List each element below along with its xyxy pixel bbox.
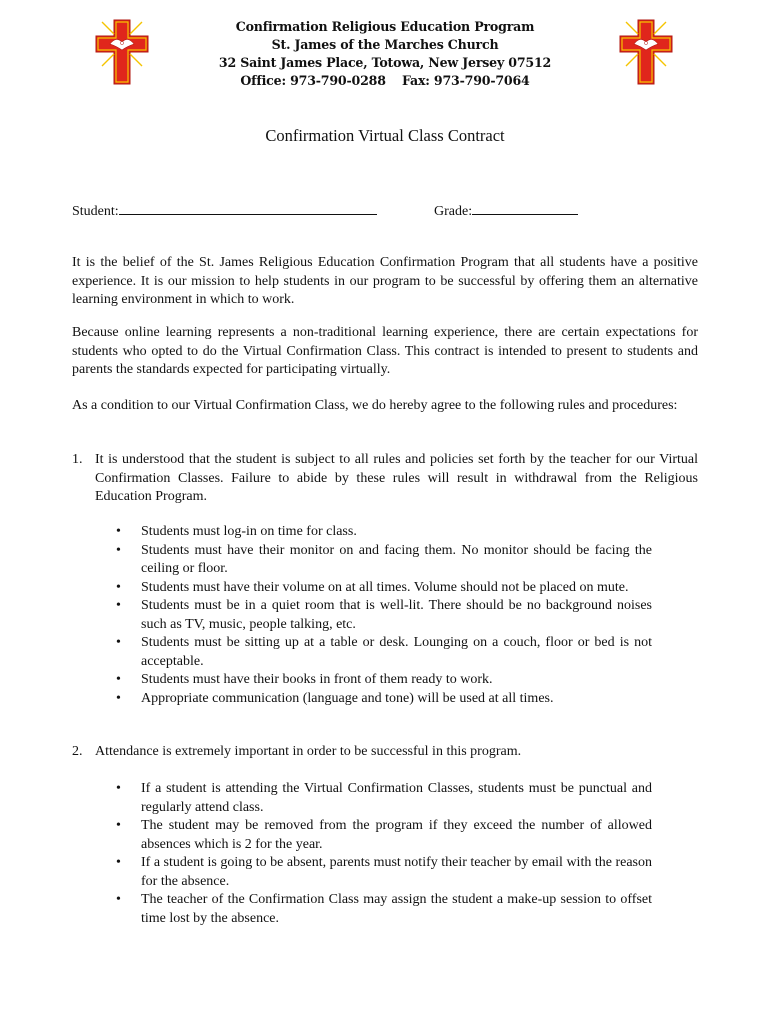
- bullet-text: Students must have their volume on at all times. Volume should not be placed on mute.: [141, 579, 629, 595]
- bullet-icon: •: [116, 781, 121, 796]
- cross-shape: [96, 20, 148, 84]
- list-item: [116, 542, 652, 579]
- contact-line: [185, 72, 585, 90]
- list-item: [116, 671, 652, 690]
- rule-text: It is understood that the student is subject to all rules and policies set forth by the teacher for our Virtual Confirmation Classes. Failure to abide by these rules will result in withdrawal from the Religious Education Program.: [95, 452, 698, 504]
- cross-dove-logo-right: [618, 18, 674, 86]
- list-item: [116, 579, 652, 598]
- bullet-icon: •: [116, 818, 121, 833]
- list-item: [116, 854, 652, 891]
- list-item: [116, 523, 652, 542]
- bullet-text: Appropriate communication (language and tone) will be used at all times.: [141, 690, 554, 706]
- rule-item-1: [72, 451, 698, 507]
- list-item: [116, 891, 652, 928]
- grade-label: Grade:: [434, 204, 473, 219]
- bullet-icon: •: [116, 598, 121, 613]
- agreement-paragraph: As a condition to our Virtual Confirmation Class, we do hereby agree to the following rules and procedures:: [72, 398, 678, 413]
- bullet-icon: •: [116, 635, 121, 650]
- bullet-text: The student may be removed from the program if they exceed the number of allowed absences which is 2 for the year.: [141, 818, 652, 852]
- document-title: Confirmation Virtual Class Contract: [265, 126, 505, 145]
- rule-2-bullet-list: [116, 780, 652, 928]
- program-name: Confirmation Religious Education Program: [235, 19, 535, 34]
- intro-paragraph: It is the belief of the St. James Religious Education Confirmation Program that all students have a positive experience. It is our mission to help students in our program to be successful by offering them an alternative learning environment in which to work.: [72, 255, 698, 307]
- bullet-icon: •: [116, 855, 121, 870]
- student-field[interactable]: [72, 200, 377, 220]
- bullet-icon: •: [116, 672, 121, 687]
- bullet-icon: •: [116, 524, 121, 539]
- cross-dove-logo-left: [94, 18, 150, 86]
- list-item: [116, 690, 652, 709]
- list-item: [116, 817, 652, 854]
- bullet-text: If a student is attending the Virtual Confirmation Classes, students must be punctual and regularly attend class.: [141, 781, 652, 815]
- grade-field[interactable]: [434, 200, 578, 220]
- bullet-text: Students must log-in on time for class.: [141, 524, 357, 539]
- church-name: St. James of the Marches Church: [271, 37, 499, 52]
- list-item: [116, 634, 652, 671]
- rule-number: 2.: [72, 744, 83, 759]
- rule-text: Attendance is extremely important in order to be successful in this program.: [95, 744, 522, 759]
- grade-blank-line[interactable]: [472, 200, 578, 215]
- student-label: Student:: [72, 204, 119, 219]
- bullet-icon: •: [116, 690, 121, 706]
- letterhead: [185, 18, 585, 90]
- bullet-text: The teacher of the Confirmation Class may assign the student a make-up session to offset time lost by the absence.: [141, 892, 652, 926]
- student-blank-line[interactable]: [119, 200, 377, 215]
- bullet-text: Students must be sitting up at a table or desk. Lounging on a couch, floor or bed is not acceptable.: [141, 635, 652, 669]
- expectations-paragraph: Because online learning represents a non-traditional learning experience, there are certain expectations for students who opted to do the Virtual Confirmation Class. This contract is intended to present to students and parents the standards expected for participating virtually.: [72, 325, 698, 377]
- bullet-text: Students must be in a quiet room that is well-lit. There should be no background noises such as TV, music, people talking, etc.: [141, 598, 652, 632]
- office-phone: Office: 973-790-0288: [240, 73, 386, 88]
- rule-number: 1.: [72, 452, 83, 467]
- rule-item-2: [72, 743, 698, 762]
- bullet-icon: •: [116, 892, 121, 907]
- cross-shape: [620, 20, 672, 84]
- bullet-text: Students must have their monitor on and facing them. No monitor should be facing the ceiling or floor.: [141, 542, 652, 576]
- list-item: [116, 597, 652, 634]
- list-item: [116, 780, 652, 817]
- bullet-icon: •: [116, 542, 121, 558]
- bullet-icon: •: [116, 579, 121, 595]
- rule-1-bullet-list: [116, 523, 652, 708]
- bullet-text: If a student is going to be absent, parents must notify their teacher by email with the reason for the absence.: [141, 855, 652, 889]
- church-address: 32 Saint James Place, Totowa, New Jersey 07512: [218, 55, 552, 70]
- bullet-text: Students must have their books in front of them ready to work.: [141, 672, 493, 687]
- fax-number: Fax: 973-790-7064: [401, 73, 530, 88]
